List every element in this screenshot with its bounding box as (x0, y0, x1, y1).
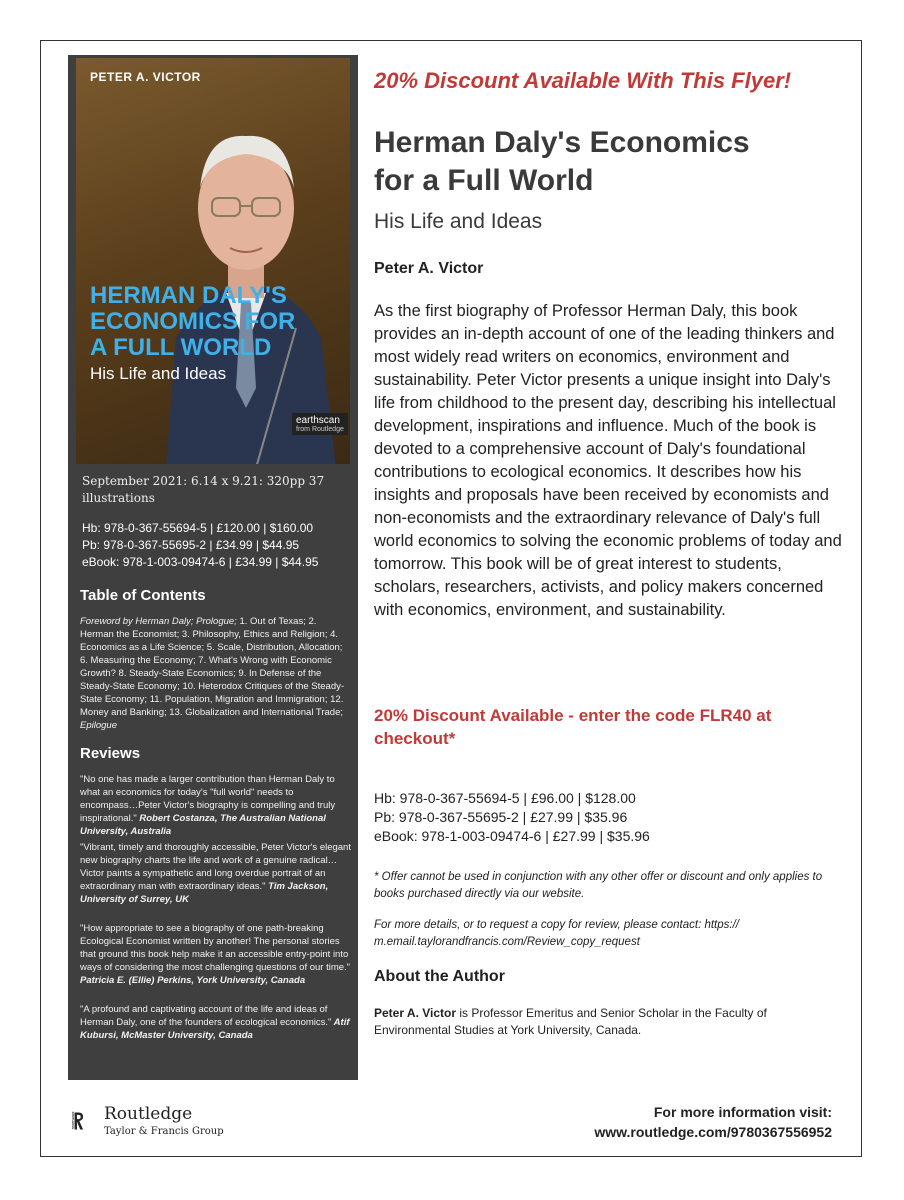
price-ebook: eBook: 978-1-003-09474-6 | £34.99 | $44.95 (82, 555, 319, 569)
cover-title-line: A FULL WORLD (90, 334, 272, 361)
promo-heading: 20% Discount Available With This Flyer! (374, 68, 792, 93)
routledge-logo (68, 1100, 268, 1145)
discount-code: FLR40 (699, 706, 752, 725)
review-item (80, 773, 352, 838)
publication-info: September 2021: 6.14 x 9.21: 320pp 37 illustrations (82, 474, 325, 505)
title-line: Herman Daly's Economics (374, 126, 750, 159)
review-quote: "Vibrant, timely and thoroughly accessible, Peter Victor's elegant new biography charts the life and work of a genuine radical…Victor paints a sympathetic and long overdue portrait of an extraordinary man with extraordinary ideas." (80, 842, 351, 892)
badge-sub: from Routledge (296, 426, 344, 433)
toc-body (80, 615, 352, 732)
more-info-label: For more information visit: (653, 1104, 832, 1120)
badge-main: earthscan (296, 415, 340, 426)
review-source: Patricia E. (Ellie) Perkins, York University, Canada (80, 975, 306, 986)
review-source: Robert Costanza, The Australian National University, Australia (80, 813, 326, 837)
toc-foreword: Foreword by Herman Daly; Prologue; (80, 616, 237, 627)
more-info (594, 1102, 832, 1142)
book-description: As the first biography of Professor Herman Daly, this book provides an in-depth account of one of the leading thinkers and most widely read writers on economics, environment and sustainability. Peter Victor presents a unique insight into Daly's life from childhood to the present day, describing his intellectual development, inspirations and influence. Much of the book is devoted to a comprehensive account of Daly's foundational contributions to ecological economics. It describes how his insights and proposals have been received by economists and non-economists and the extraordinary relevance of Daly's full world economics to solving the economic problems of today and tomorrow. This book will be of great interest to students, scholars, researchers, activists, and policy makers concerned with economics, environment, and sustainability. (374, 302, 842, 619)
more-info-link[interactable]: www.routledge.com/9780367556952 (594, 1124, 832, 1140)
discount-price-list (374, 789, 794, 846)
review-quote: "A profound and captivating account of the life and ideas of Herman Daly, one of the founders of ecological economics." (80, 1004, 332, 1028)
sidebar-panel (68, 55, 358, 1080)
about-text (374, 1005, 834, 1039)
author-portrait (146, 88, 346, 464)
cover-title (90, 283, 295, 361)
offer-terms-note: * Offer cannot be used in conjunction with any other offer or discount and only applies to books purchased directly via our website. (374, 871, 823, 900)
earthscan-badge (292, 413, 348, 435)
about-author-bio: is Professor Emeritus and Senior Scholar in the Faculty of Environmental Studies at York University, Canada. (374, 1006, 767, 1037)
left-price-list (82, 520, 357, 571)
cover-title-line: ECONOMICS FOR (90, 308, 296, 335)
review-item (80, 922, 352, 987)
price-pb: Pb: 978-0-367-55695-2 | £34.99 | $44.95 (82, 538, 300, 552)
discount-text: 20% Discount Available - enter the code (374, 706, 700, 725)
review-source: Atif Kubursi, McMaster University, Canada (80, 1017, 350, 1041)
review-quote: "How appropriate to see a biography of one path-breaking Ecological Economist written by another! The personal stories that ground this book help make it an accessible entry-point into ways of considering the most challenging questions of our time." (80, 923, 351, 973)
book-cover (76, 58, 350, 464)
toc-chapters: 1. Out of Texas; 2. Herman the Economist; 3. Philosophy, Ethics and Religion; 4. Economics as a Life Science; 5. Scale, Distribution, Allocation; 6. Measuring the Economy; 7. What's Wrong with Economic Growth? 8. Steady-State Economics; 9. In Defense of the Steady-State Economy; 10. Heterodox Critiques of the Steady-State Economy; 11. Population, Migration and Immigration; 12. Money and Banking; 13. Globalization and International Trade; (80, 616, 345, 718)
review-item (80, 841, 352, 906)
about-author-name: Peter A. Victor (374, 1006, 457, 1020)
price-pb: Pb: 978-0-367-55695-2 | £27.99 | $35.96 (374, 809, 628, 825)
review-copy-note: For more details, or to request a copy for review, please contact: https:// m.email.taylorandfrancis.com/Review_copy_request (374, 919, 739, 948)
price-hb: Hb: 978-0-367-55694-5 | £96.00 | $128.00 (374, 790, 636, 806)
review-quote: "No one has made a larger contribution than Herman Daly to what an economics for today's "full world" needs to encompass…Peter Victor's biography is compelling and truly inspirational." (80, 774, 336, 824)
price-ebook: eBook: 978-1-003-09474-6 | £27.99 | $35.96 (374, 828, 650, 844)
discount-offer (374, 704, 844, 750)
about-heading: About the Author (374, 968, 505, 985)
logo-mark-text: ROUTLEDGE (70, 1111, 75, 1130)
title-line: for a Full World (374, 164, 594, 197)
toc-epilogue: Epilogue (80, 720, 117, 731)
book-title (374, 124, 854, 200)
book-subtitle: His Life and Ideas (374, 210, 543, 233)
cover-title-line: HERMAN DALY'S (90, 282, 287, 309)
logo-name: Routledge (104, 1104, 193, 1124)
review-item (80, 1003, 352, 1042)
routledge-r-icon (68, 1100, 84, 1142)
logo-group: Taylor & Francis Group (104, 1126, 224, 1137)
discount-text-end: at checkout* (374, 706, 772, 748)
author-byline: Peter A. Victor (374, 260, 484, 277)
cover-author: PETER A. VICTOR (90, 70, 201, 84)
cover-subtitle: His Life and Ideas (90, 364, 227, 383)
review-source: Tim Jackson, University of Surrey, UK (80, 881, 329, 905)
reviews-heading: Reviews (80, 745, 141, 762)
toc-heading: Table of Contents (80, 587, 206, 604)
price-hb: Hb: 978-0-367-55694-5 | £120.00 | $160.00 (82, 521, 314, 535)
